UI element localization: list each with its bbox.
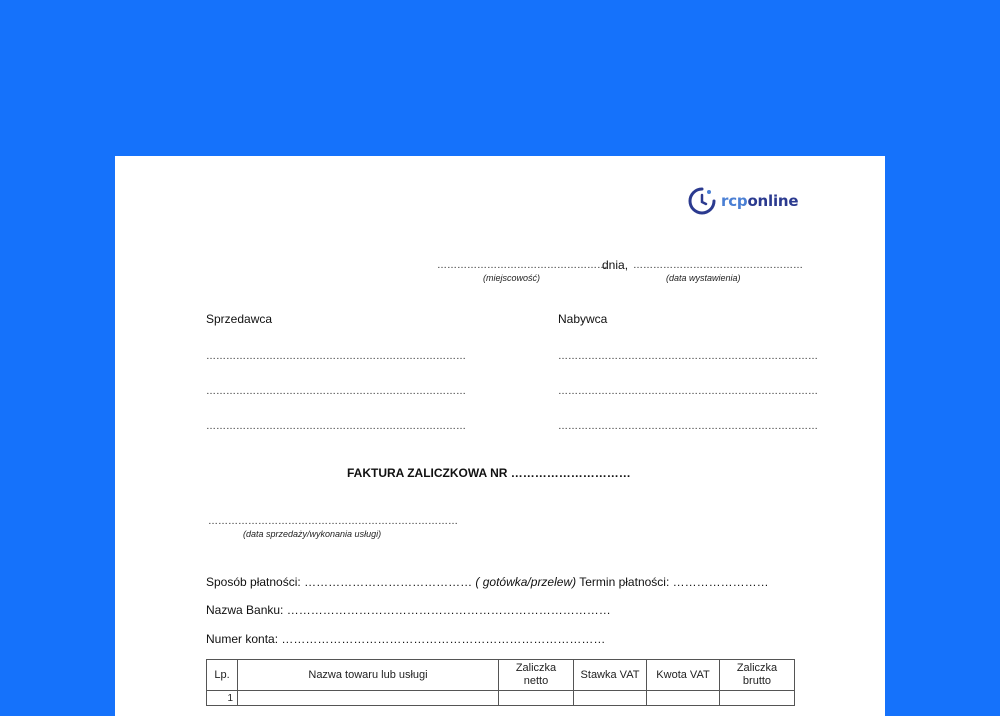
seller-line-3: …………………………………………………………………… [206,421,466,432]
sale-date-caption: (data sprzedaży/wykonania usługi) [243,529,382,539]
buyer-line-3: …………………………………………………………………… [558,421,818,432]
logo-text: rcponline [721,192,799,210]
payment-term: Termin płatności: …………………… [579,575,769,589]
table-header-row [207,660,795,691]
seller-line-1: …………………………………………………………………… [206,351,466,362]
logo [687,186,798,216]
date-dots: …………………………………………… [633,260,803,271]
col-name: Nazwa towaru lub usługi [238,660,499,691]
table-row [207,691,795,706]
payment-method: Sposób płatności: …………………………………… [206,575,473,589]
row-name [238,691,499,706]
col-vat-amount: Kwota VAT [647,660,720,691]
col-lp: Lp. [207,660,238,691]
row-net [499,691,574,706]
seller-line-2: …………………………………………………………………… [206,386,466,397]
account-number-line: Numer konta: ……………………………………………………………………… [206,632,606,646]
row-vat-rate [574,691,647,706]
date-caption: (data wystawienia) [666,273,741,283]
buyer-label: Nabywca [558,312,608,326]
payment-options: ( gotówka/przelew) [475,575,577,589]
buyer-line-1: …………………………………………………………………… [558,351,818,362]
row-lp: 1 [207,691,238,706]
invoice-page [115,156,885,716]
items-table [206,659,795,706]
col-net: Zaliczka netto [499,660,574,691]
invoice-title: FAKTURA ZALICZKOWA NR ………………………… [347,466,631,480]
place-caption: (miejscowość) [483,273,541,283]
dnia-label: dnia, [602,258,629,272]
row-gross [720,691,795,706]
bank-name-line: Nazwa Banku: ……………………………………………………………………… [206,603,611,617]
seller-label: Sprzedawca [206,312,273,326]
clock-circle-icon [687,186,717,216]
col-vat-rate: Stawka VAT [574,660,647,691]
payment-line [206,575,769,589]
row-vat-amount [647,691,720,706]
place-dots: …………………………………………… [437,260,607,271]
sale-date-dots: ………………………………………………………………… [208,516,458,527]
col-gross: Zaliczka brutto [720,660,795,691]
buyer-line-2: …………………………………………………………………… [558,386,818,397]
